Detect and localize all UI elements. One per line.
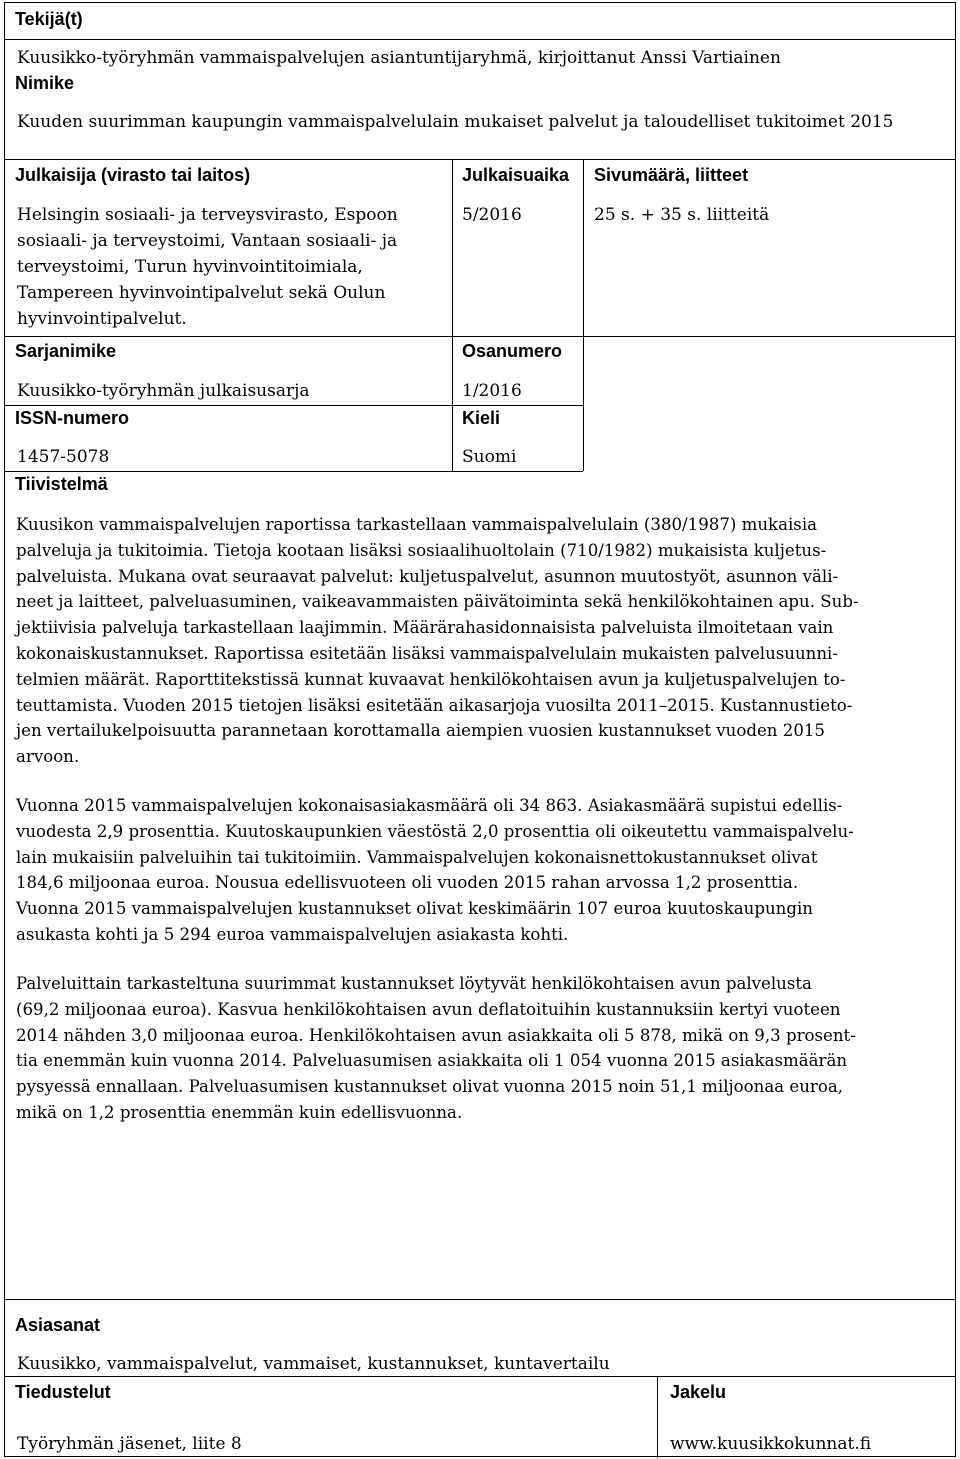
published-label: Julkaisuaika [462,165,570,185]
pages-value: 25 s. + 35 s. liitteitä [594,205,770,225]
abstract-line: pysyessä ennallaan. Palveluasumisen kustannukset olivat vuonna 2015 noin 51,1 miljoonaa euroa, [16,1077,843,1097]
rule-series-bottom [5,405,583,406]
publisher-line: Tampereen hyvinvointipalvelut sekä Oulun [17,283,386,303]
publisher-line: terveystoimi, Turun hyvinvointitoimiala, [17,257,363,277]
publisher-value [17,202,398,332]
publisher-line: Helsingin sosiaali- ja terveysvirasto, Espoon [17,205,398,225]
divider-footer [657,1376,658,1458]
part-number-value: 1/2016 [462,381,522,401]
keywords-label: Asiasanat [15,1315,101,1335]
series-label: Sarjanimike [15,341,117,361]
title-value: Kuuden suurimman kaupungin vammaispalvelulain mukaiset palvelut ja taloudelliset tukitoimet 2015 [17,112,894,132]
description-form [4,2,956,1457]
author-label: Tekijä(t) [15,9,83,29]
language-label: Kieli [462,408,501,428]
publisher-line: hyvinvointipalvelut. [17,309,187,329]
distribution-value: www.kuusikkokunnat.fi [670,1434,872,1454]
abstract-label: Tiivistelmä [15,474,108,494]
series-value: Kuusikko-työryhmän julkaisusarja [17,381,310,401]
issn-label: ISSN-numero [15,408,130,428]
rule-publisher-bottom [5,336,955,337]
abstract-paragraph-2 [16,793,936,948]
abstract-line: asukasta kohti ja 5 294 euroa vammaispalvelujen asiakasta kohti. [16,924,569,944]
inquiries-value: Työryhmän jäsenet, liite 8 [17,1434,242,1454]
abstract-paragraph-3 [16,971,936,1126]
issn-value: 1457-5078 [17,447,110,467]
distribution-label: Jakelu [670,1382,727,1402]
abstract-line: 184,6 miljoonaa euroa. Nousua edellisvuoteen oli vuoden 2015 rahan arvossa 1,2 prosenttia. [16,873,799,893]
keywords-value: Kuusikko, vammaispalvelut, vammaiset, kustannukset, kuntavertailu [17,1354,610,1374]
abstract-line: (69,2 miljoonaa euroa). Kasvua henkilökohtaisen avun deflatoituihin kustannuksiin kertyi vuoteen [16,999,841,1019]
title-label: Nimike [15,73,75,93]
language-value: Suomi [462,447,517,467]
abstract-line: palveluja ja tukitoimia. Tietoja kootaan lisäksi sosiaalihuoltolain (710/1982) mukaisista kuljetus- [16,540,827,560]
part-number-label: Osanumero [462,341,563,361]
abstract-line: teuttamista. Vuoden 2015 tietojen lisäksi esitetään aikasarjoja vuosilta 2011–2015. Kustannustieto- [16,695,853,715]
abstract-line: arvoon. [16,747,80,767]
abstract-line: jen vertailukelpoisuutta parannetaan korottamalla aiempien vuosien kustannukset vuoden 2015 [16,721,825,741]
publisher-label: Julkaisija (virasto tai laitos) [15,165,251,185]
abstract-line: palveluista. Mukana ovat seuraavat palvelut: kuljetuspalvelut, asunnon muutostyöt, asunnon väli- [16,566,839,586]
abstract-line: Vuonna 2015 vammaispalvelujen kokonaisasiakasmäärä oli 34 863. Asiakasmäärä supistui edellis- [16,796,843,815]
abstract-line: tia enemmän kuin vuonna 2014. Palveluasumisen asiakkaita oli 1 054 vuonna 2015 asiakasmäärän [16,1051,848,1071]
abstract-line: telmien määrät. Raporttitekstissä kunnat kuvaavat henkilökohtaisen avun ja kuljetuspalvelujen to- [16,669,846,689]
published-value: 5/2016 [462,205,522,225]
abstract-paragraph-1 [16,512,936,770]
rule-author-bottom [5,39,955,40]
inquiries-label: Tiedustelut [15,1382,111,1402]
rule-issn-bottom [5,471,583,472]
abstract-line: kokonaiskustannukset. Raportissa esitetään lisäksi vammaispalvelulain mukaisten palvelusuunni- [16,643,838,663]
abstract-line: Kuusikon vammaispalvelujen raportissa tarkastellaan vammaispalvelulain (380/1987) mukaisia [16,515,818,534]
abstract-line: jektiivisia palveluja tarkastellaan laajimmin. Määrärahasidonnaisista palveluista ilmoitetaan vain [16,618,834,638]
pages-label: Sivumäärä, liitteet [594,165,749,185]
divider-col-2 [583,159,584,471]
abstract-line: Vuonna 2015 vammaispalvelujen kustannukset olivat keskimäärin 107 euroa kuutoskaupungin [16,899,813,919]
abstract-line: lain mukaisiin palveluihin tai tukitoimiin. Vammaispalvelujen kokonaisnettokustannukset olivat [16,847,818,867]
author-value: Kuusikko-työryhmän vammaispalvelujen asiantuntijaryhmä, kirjoittanut Anssi Vartiainen [17,48,781,68]
rule-abstract-bottom [5,1299,955,1300]
publisher-line: sosiaali- ja terveystoimi, Vantaan sosiaali- ja [17,231,398,251]
abstract-line: vuodesta 2,9 prosenttia. Kuutoskaupunkien väestöstä 2,0 prosenttia oli oikeutettu vammaispalvelu- [16,821,854,841]
rule-title-bottom [5,159,955,160]
abstract-line: 2014 nähden 3,0 miljoonaa euroa. Henkilökohtaisen avun asiakkaita oli 5 878, mikä on 9,3 prosent- [16,1025,856,1045]
divider-col-1 [452,159,453,471]
abstract-line: mikä on 1,2 prosenttia enemmän kuin edellisvuonna. [16,1102,463,1122]
abstract-line: neet ja laitteet, palveluasuminen, vaikeavammaisten päivätoiminta sekä henkilökohtainen apu. Sub- [16,592,859,612]
abstract-line: Palveluittain tarkasteltuna suurimmat kustannukset löytyvät henkilökohtaisen avun palvelusta [16,974,812,993]
